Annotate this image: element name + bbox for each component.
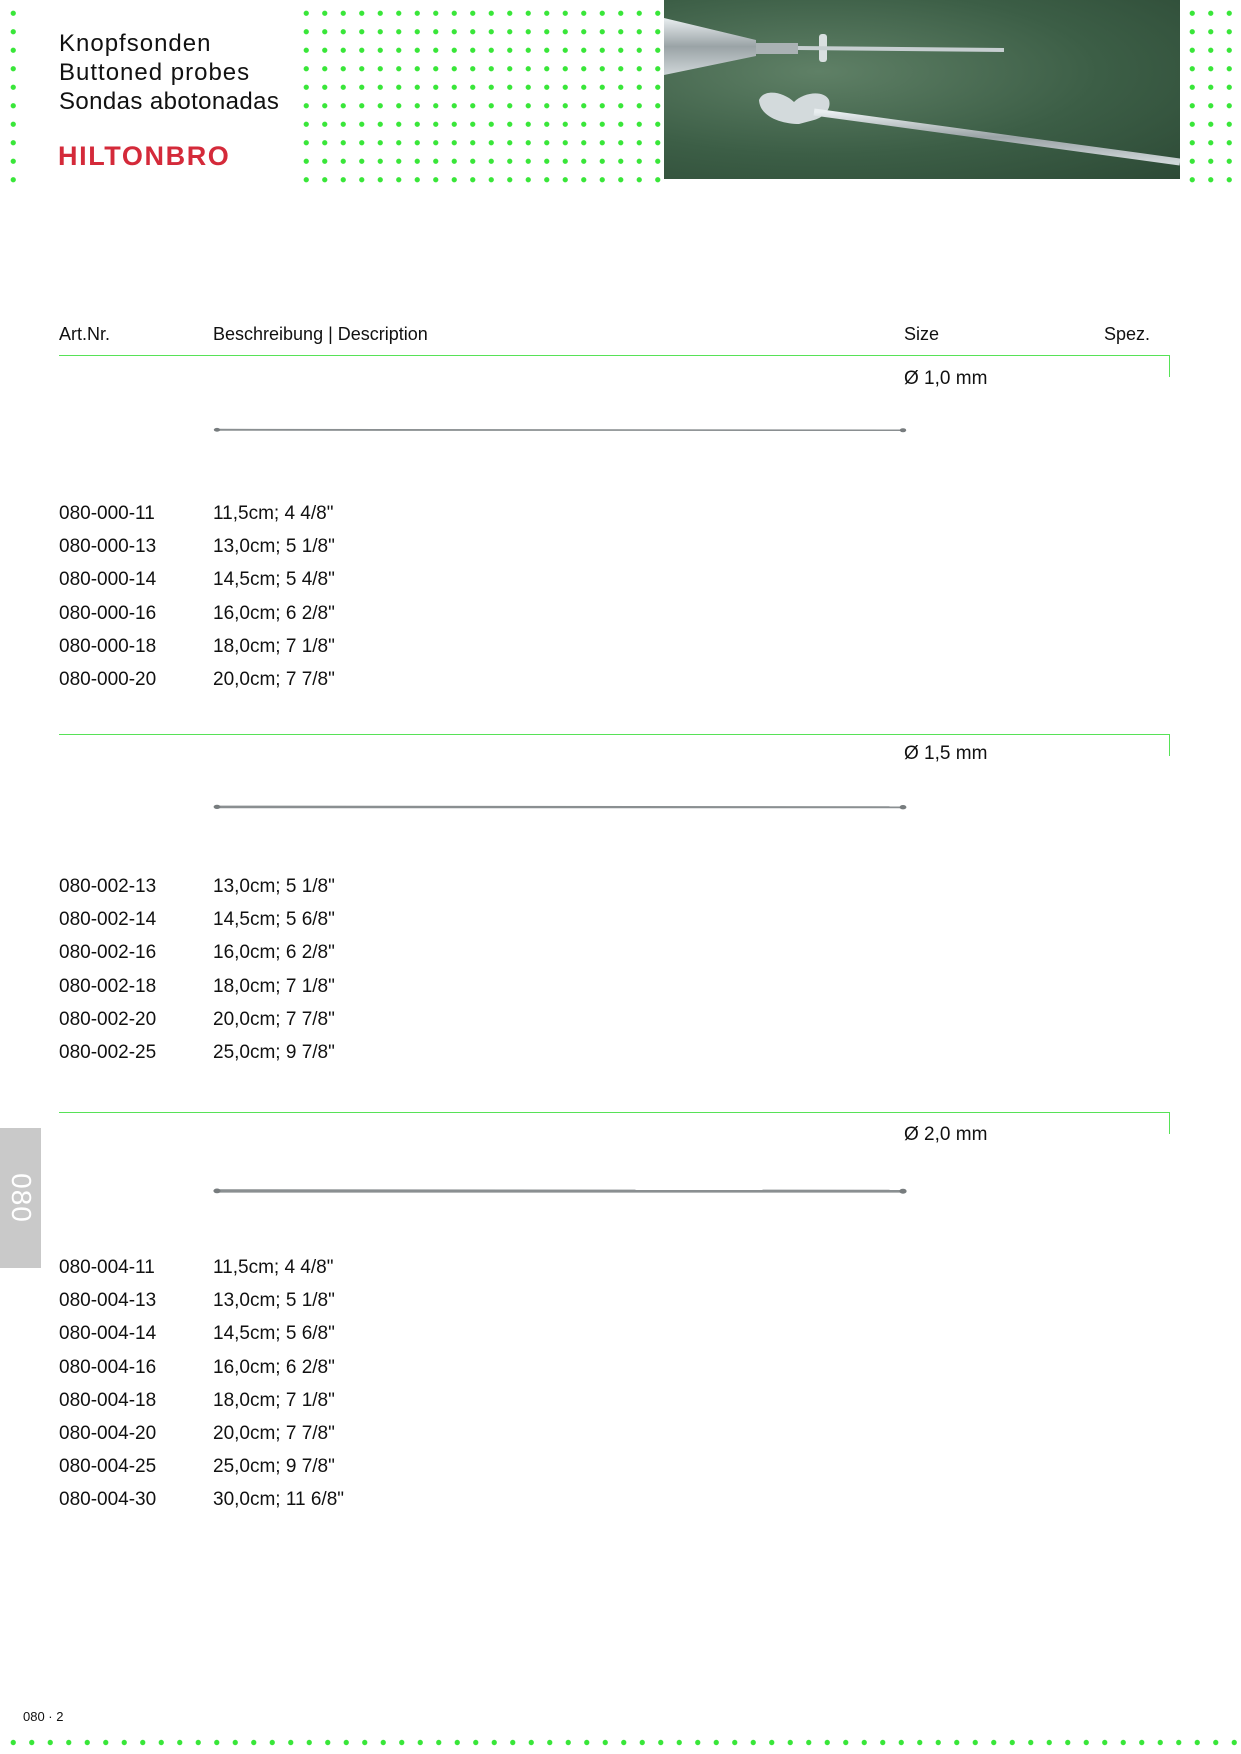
- title-english: Buttoned probes: [59, 59, 251, 86]
- column-header-description: Beschreibung | Description: [213, 324, 428, 344]
- article-number: 080-002-20: [59, 1008, 157, 1030]
- article-description: 16,0cm; 6 2/8": [213, 1356, 335, 1378]
- dot-pattern-center: [297, 4, 664, 184]
- article-number: 080-000-18: [59, 635, 157, 657]
- article-list: [59, 503, 335, 702]
- product-photo-illustration: [664, 0, 1180, 179]
- article-number: 080-000-13: [59, 536, 157, 558]
- section-size-label: Ø 1,5 mm: [904, 743, 988, 764]
- article-description: 13,0cm; 5 1/8": [213, 536, 335, 558]
- article-number: 080-004-30: [59, 1489, 157, 1511]
- article-description: 13,0cm; 5 1/8": [213, 876, 335, 897]
- table-row: [59, 503, 335, 536]
- probe-illustration: [213, 1183, 907, 1199]
- table-row: [59, 669, 335, 702]
- article-description: 13,0cm; 5 1/8": [213, 1290, 335, 1312]
- article-description: 14,5cm; 5 6/8": [213, 909, 335, 931]
- article-description: 11,5cm; 4 4/8": [213, 1257, 334, 1278]
- table-row: [59, 976, 335, 1009]
- table-row: [59, 569, 335, 602]
- probe-illustration: [213, 799, 907, 815]
- article-description: 18,0cm; 7 1/8": [213, 635, 335, 657]
- table-row: [59, 1042, 335, 1075]
- instrument-ferrule-shape: [756, 43, 798, 54]
- section-size-label: Ø 1,0 mm: [904, 368, 988, 389]
- section-divider: [59, 355, 1170, 356]
- section-size-label: Ø 2,0 mm: [904, 1124, 988, 1145]
- article-description: 14,5cm; 5 4/8": [213, 569, 335, 591]
- article-number: 080-000-11: [59, 503, 155, 524]
- article-number: 080-002-16: [59, 942, 157, 964]
- section-divider-tick: [1169, 355, 1170, 377]
- table-row: [59, 1423, 344, 1456]
- article-number: 080-002-14: [59, 909, 157, 931]
- table-row: [59, 1323, 344, 1356]
- article-description: 30,0cm; 11 6/8": [213, 1489, 345, 1511]
- table-row: [59, 1390, 344, 1423]
- article-number: 080-004-25: [59, 1456, 157, 1478]
- table-row: [59, 1009, 335, 1042]
- article-number: 080-004-11: [59, 1257, 155, 1278]
- table-row: [59, 942, 335, 975]
- title-spanish: Sondas abotonadas: [59, 88, 280, 115]
- article-number: 080-004-18: [59, 1389, 157, 1411]
- section-divider-tick: [1169, 1112, 1170, 1134]
- article-number: 080-000-20: [59, 668, 157, 690]
- column-header-size: Size: [904, 324, 940, 344]
- article-description: 18,0cm; 7 1/8": [213, 975, 335, 997]
- article-description: 25,0cm; 9 7/8": [213, 1456, 335, 1478]
- dot-pattern-right: [1183, 4, 1241, 184]
- table-row: [59, 536, 335, 569]
- column-header-art-nr: Art.Nr.: [59, 324, 111, 344]
- table-row: [59, 1456, 344, 1489]
- table-row: [59, 1290, 344, 1323]
- section-divider: [59, 1112, 1170, 1113]
- table-row: [59, 1489, 344, 1522]
- article-description: 16,0cm; 6 2/8": [213, 602, 335, 624]
- dot-pattern-left: [4, 4, 24, 184]
- page-number: 080 · 2: [23, 1709, 64, 1724]
- section-divider: [59, 734, 1170, 735]
- title-german: Knopfsonden: [59, 30, 212, 57]
- article-list: [59, 876, 335, 1075]
- article-number: 080-004-13: [59, 1290, 157, 1312]
- instrument-handle-shape: [664, 18, 756, 75]
- article-number: 080-004-20: [59, 1422, 157, 1444]
- dot-pattern-bottom: [4, 1733, 1241, 1752]
- probe-illustration: [213, 422, 907, 438]
- article-description: 20,0cm; 7 7/8": [213, 1422, 335, 1444]
- table-row: [59, 1257, 344, 1290]
- chapter-number: 080: [5, 1173, 37, 1223]
- article-description: 18,0cm; 7 1/8": [213, 1389, 335, 1411]
- article-number: 080-000-14: [59, 569, 157, 591]
- article-list: [59, 1257, 344, 1523]
- product-photo: [664, 0, 1180, 179]
- chapter-side-tab: [0, 1128, 41, 1268]
- article-description: 20,0cm; 7 7/8": [213, 1008, 335, 1030]
- probe-rod-shape: [814, 112, 1180, 162]
- article-description: 11,5cm; 4 4/8": [213, 503, 334, 524]
- article-description: 14,5cm; 5 6/8": [213, 1323, 335, 1345]
- article-number: 080-002-25: [59, 1041, 157, 1063]
- article-number: 080-000-16: [59, 602, 157, 624]
- article-number: 080-002-13: [59, 876, 157, 897]
- article-number: 080-004-16: [59, 1356, 157, 1378]
- article-description: 16,0cm; 6 2/8": [213, 942, 335, 964]
- instrument-shaft-shape: [798, 48, 1004, 50]
- table-row: [59, 909, 335, 942]
- article-number: 080-004-14: [59, 1323, 157, 1345]
- article-description: 20,0cm; 7 7/8": [213, 668, 335, 690]
- probe-plate-shape: [759, 93, 830, 124]
- article-description: 25,0cm; 9 7/8": [213, 1041, 335, 1063]
- column-header-spez: Spez.: [1104, 324, 1151, 344]
- brand-logo: HILTONBRO: [58, 141, 231, 171]
- table-row: [59, 636, 335, 669]
- article-number: 080-002-18: [59, 975, 157, 997]
- section-divider-tick: [1169, 734, 1170, 756]
- title-block: [59, 29, 279, 116]
- table-row: [59, 603, 335, 636]
- table-row: [59, 876, 335, 909]
- table-row: [59, 1357, 344, 1390]
